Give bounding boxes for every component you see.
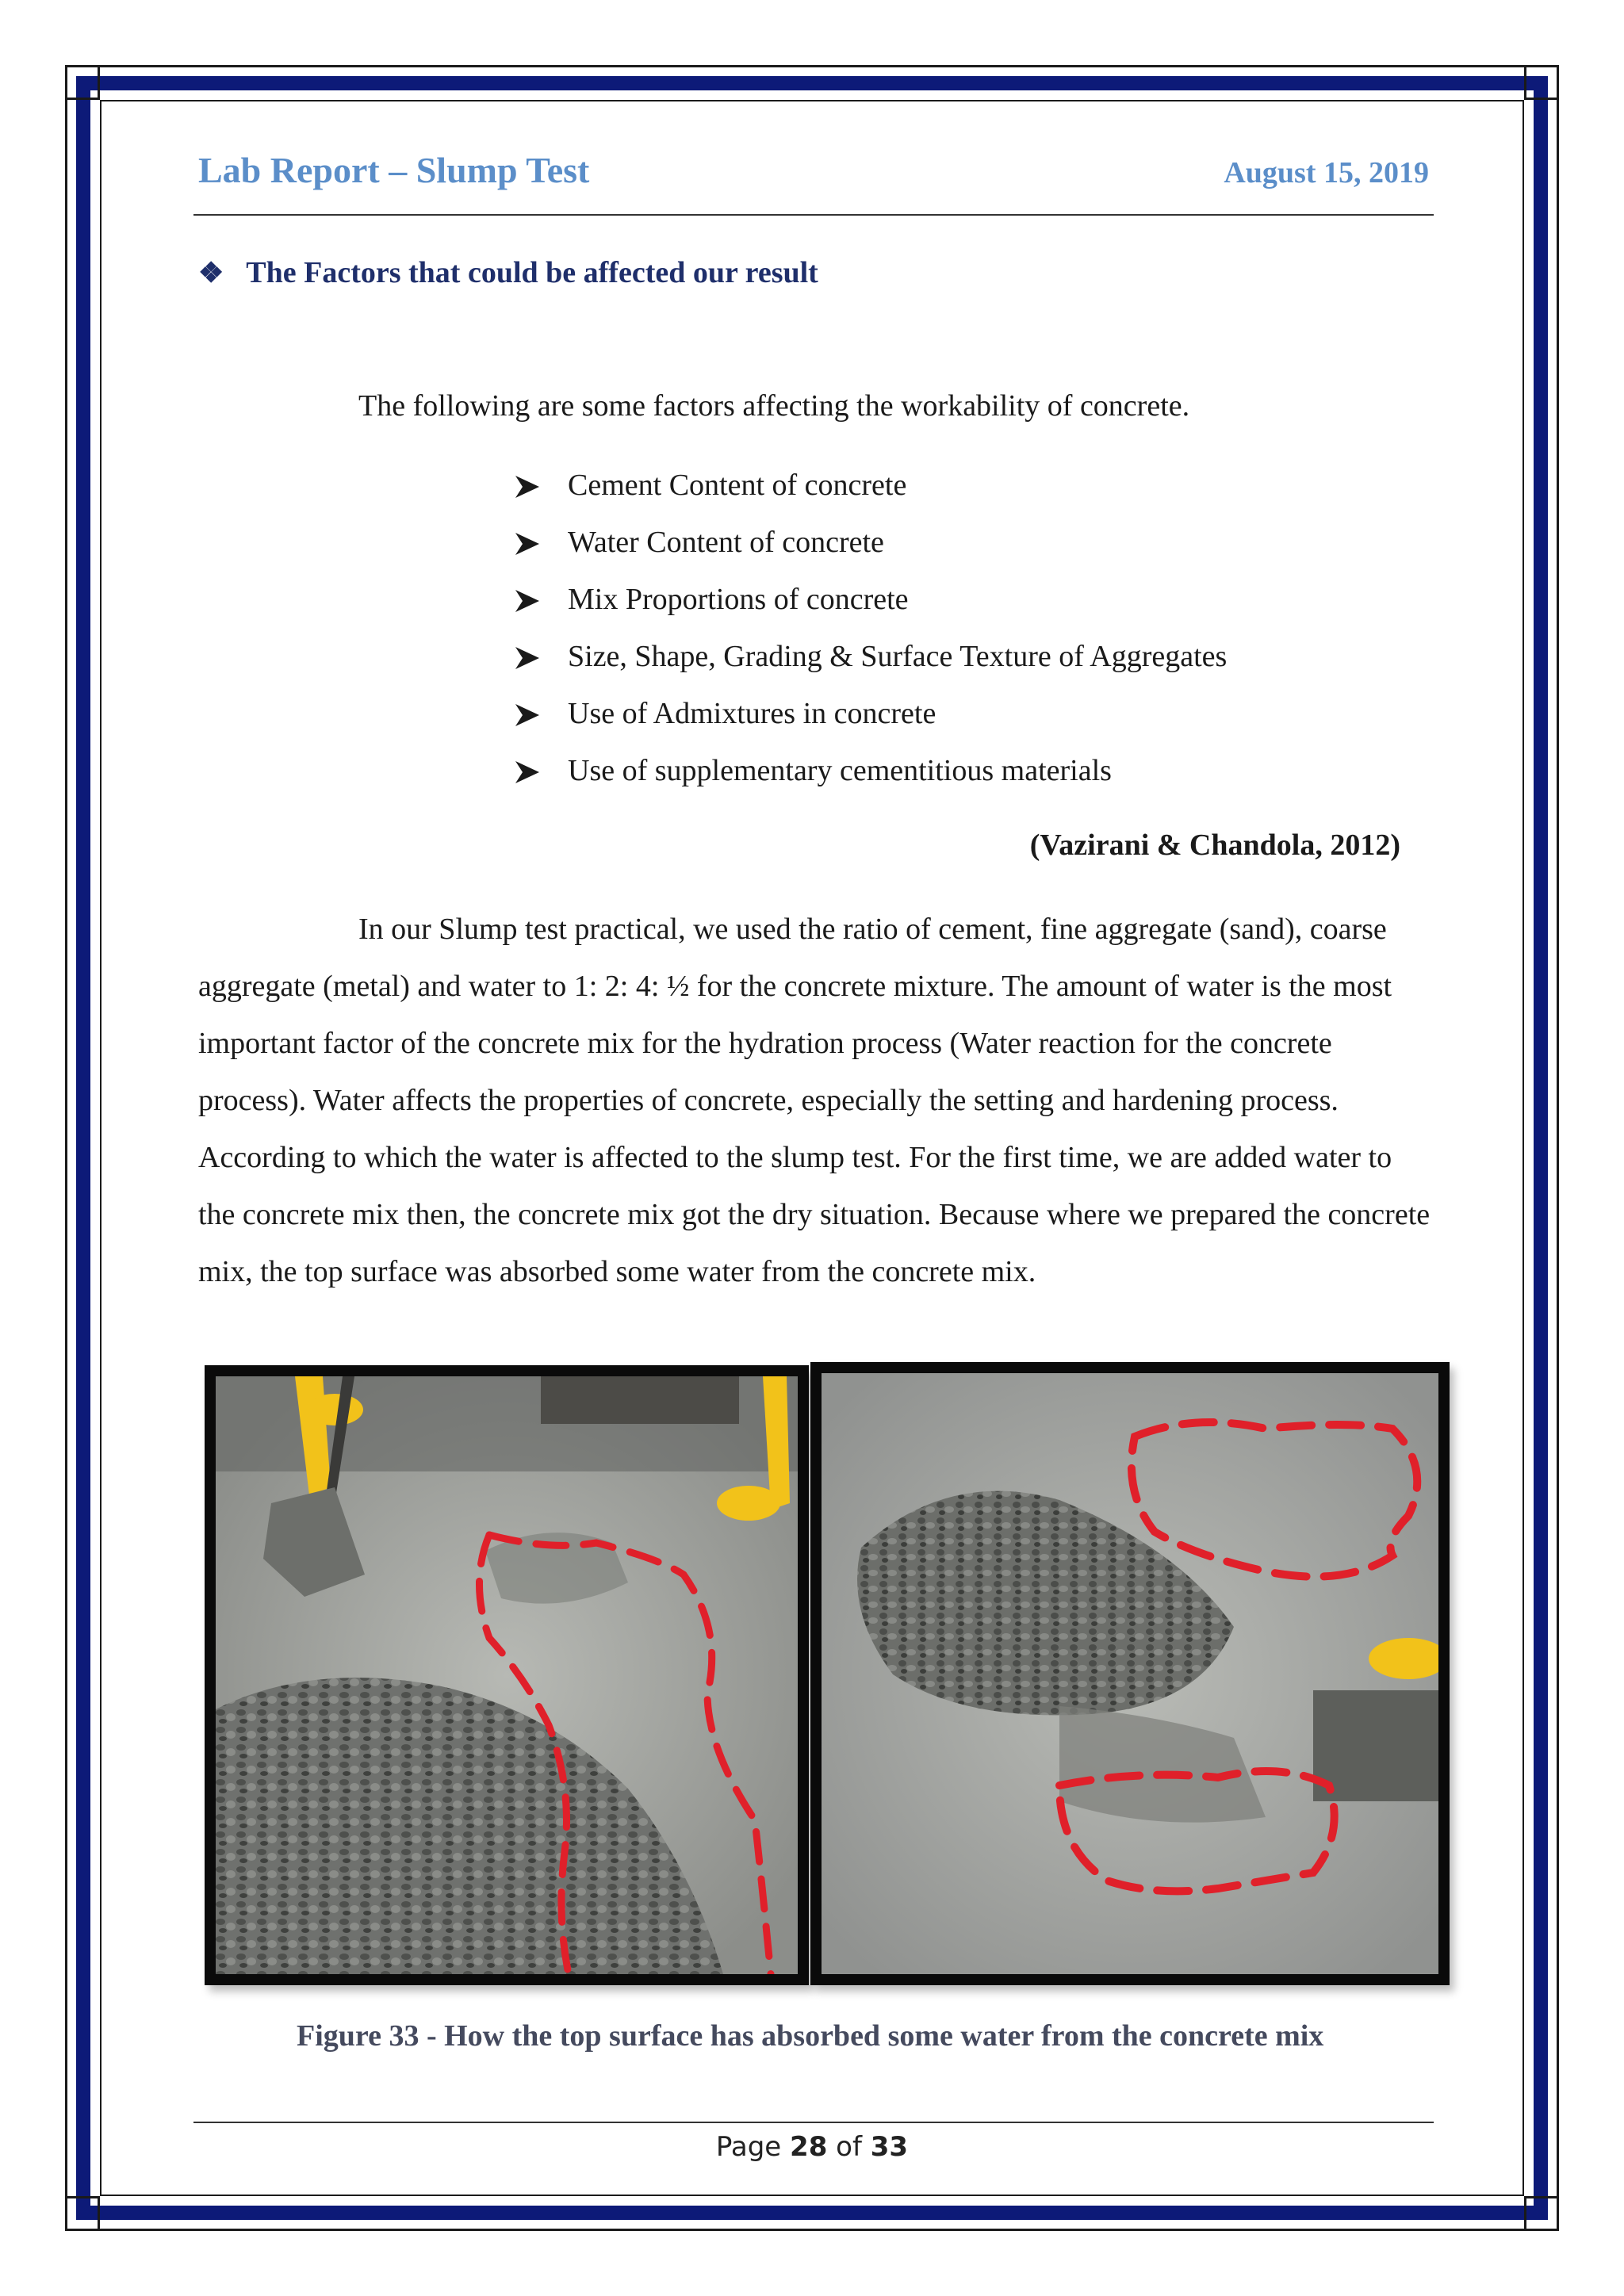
list-item (515, 633, 1227, 690)
section-heading-text: The Factors that could be affected our result (246, 256, 818, 289)
arrow-bullet-icon (515, 690, 544, 726)
page-label: Page (715, 2131, 782, 2163)
factor-text: Use of Admixtures in concrete (568, 697, 936, 730)
factor-text: Use of supplementary cementitious materials (568, 754, 1112, 787)
factor-list (515, 461, 1227, 804)
arrow-bullet-icon (515, 747, 544, 783)
arrow-bullet-icon (515, 576, 544, 612)
factor-text: Cement Content of concrete (568, 469, 907, 502)
intro-sentence: The following are some factors affecting the workability of concrete. (358, 389, 1190, 423)
border-corner-ornament (65, 65, 100, 100)
list-item (515, 747, 1227, 804)
concrete-mix-photo-right (822, 1373, 1438, 1974)
header-divider (193, 214, 1434, 216)
factor-text: Size, Shape, Grading & Surface Texture of Aggregates (568, 640, 1228, 673)
list-item (515, 519, 1227, 576)
total-pages: 33 (870, 2131, 909, 2163)
page-number (0, 2131, 1624, 2163)
border-corner-ornament (1524, 2196, 1559, 2231)
page-separator: of (836, 2131, 862, 2163)
concrete-mix-photo-left (216, 1376, 798, 1974)
border-corner-ornament (65, 2196, 100, 2231)
photo-left (205, 1365, 809, 1985)
list-item (515, 461, 1227, 519)
citation: (Vazirani & Chandola, 2012) (1029, 828, 1400, 862)
factor-text: Mix Proportions of concrete (568, 583, 909, 616)
factor-text: Water Content of concrete (568, 526, 884, 559)
list-item (515, 576, 1227, 633)
arrow-bullet-icon (515, 633, 544, 669)
photo-right (810, 1362, 1450, 1985)
report-title: Lab Report – Slump Test (198, 150, 590, 190)
list-item (515, 690, 1227, 747)
figure-caption: Figure 33 - How the top surface has absorbed some water from the concrete mix (297, 2019, 1324, 2053)
current-page: 28 (790, 2131, 828, 2163)
footer-divider (193, 2122, 1434, 2123)
diamond-bullet-icon: ❖ (198, 257, 224, 289)
border-corner-ornament (1524, 65, 1559, 100)
body-paragraph: In our Slump test practical, we used the ratio of cement, fine aggregate (sand), coarse aggregate (metal) and water to 1: 2: 4: ½ for the concrete mixture. The amount of water is the most important factor of the concrete mix for the hydration process (Water reaction for the concrete process). Water affects the properties of concrete, especially the setting and hardening process. According to which the water is affected to the slump test. For the first time, we are added water to the concrete mix then, the concrete mix got the dry situation. Because where we prepared the concrete mix, the top surface was absorbed some water from the concrete mix. (198, 913, 1431, 1288)
section-heading (198, 255, 818, 290)
arrow-bullet-icon (515, 461, 544, 498)
report-date: August 15, 2019 (1224, 156, 1429, 189)
arrow-bullet-icon (515, 519, 544, 555)
